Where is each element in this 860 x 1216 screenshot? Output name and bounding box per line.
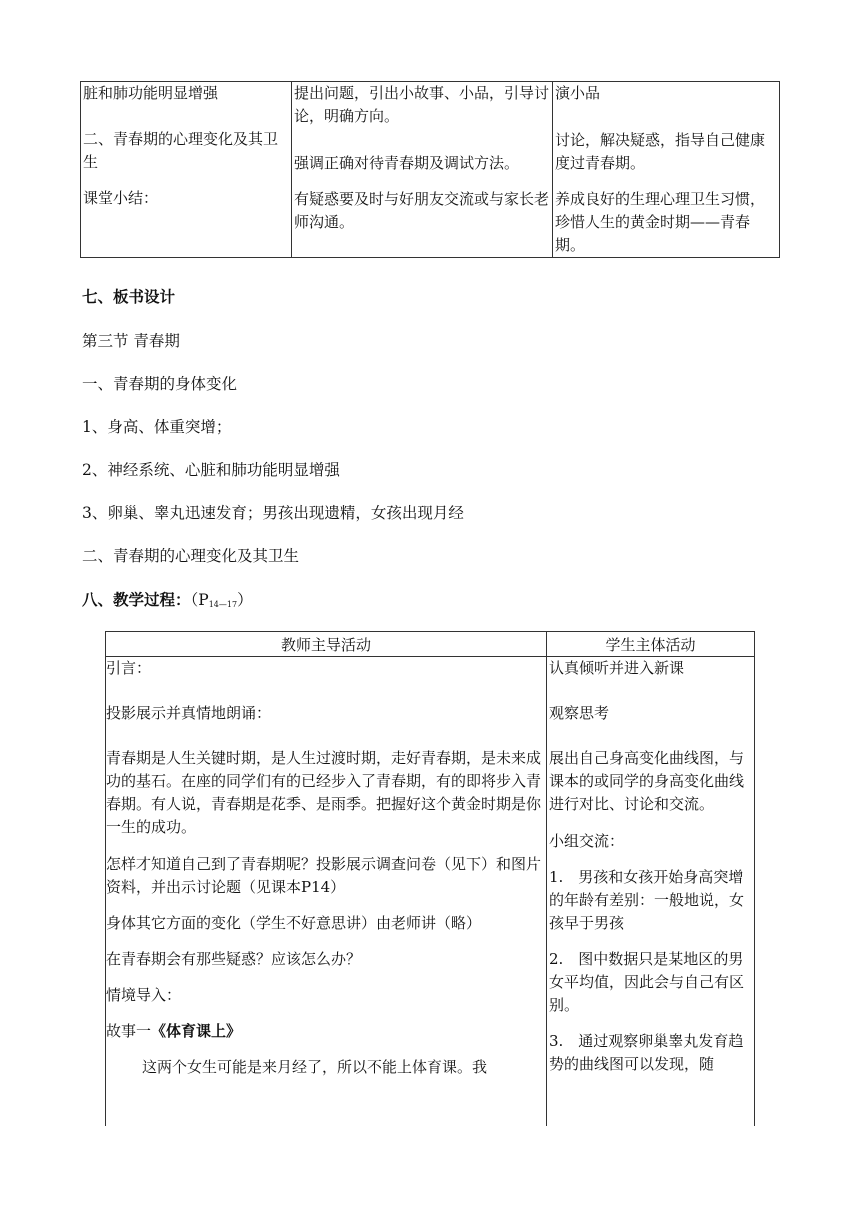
teacher-text: 怎样才知道自己到了青春期呢？投影展示调查问卷（见下）和图片资料，并出示讨论题（见课本P14）: [106, 855, 542, 896]
teacher-text: 引言：: [106, 659, 152, 677]
section-heading-row: [82, 589, 253, 616]
page-ref-open: （P: [190, 591, 209, 609]
table-row: [81, 82, 780, 258]
cell-text: 二、青春期的心理变化及其卫生: [83, 130, 279, 171]
cell-text: 养成良好的生理心理卫生习惯，珍惜人生的黄金时期——青春期。: [555, 190, 766, 254]
page-ref-range: 14—17: [208, 600, 238, 609]
board-line: 第三节 青春期: [82, 332, 180, 350]
cell-text: 有疑惑要及时与好朋友交流或与家长老师沟通。: [294, 190, 550, 231]
teacher-column-header: 教师主导活动: [280, 636, 371, 654]
teacher-text: 身体其它方面的变化（学生不好意思讲）由老师讲（略）: [106, 914, 482, 932]
cell-text: 脏和肺功能明显增强: [83, 84, 219, 102]
teacher-column: [106, 657, 546, 1079]
table-cell: [81, 82, 292, 258]
board-line: 一、青春期的身体变化: [82, 375, 238, 393]
student-column-header: 学生主体活动: [605, 636, 696, 654]
student-text: 观察思考: [549, 704, 610, 722]
board-line: 二、青春期的心理变化及其卫生: [82, 547, 300, 565]
student-text: 1. 男孩和女孩开始身高突增的年龄有差别：一般地说，女孩早于男孩: [549, 868, 745, 932]
page-ref-close: ）: [237, 591, 253, 609]
teaching-process-table: [105, 631, 755, 1126]
section-heading: 八、教学过程：: [82, 591, 191, 609]
story-title: 《体育课上》: [151, 1022, 242, 1040]
student-text: 展出自己身高变化曲线图，与课本的或同学的身高变化曲线进行对比、讨论和交流。: [549, 749, 745, 813]
column-divider: [546, 632, 547, 1126]
teacher-text: 投影展示并真情地朗诵：: [106, 704, 272, 722]
board-line: 1、身高、体重突增；: [82, 418, 232, 436]
lesson-summary-table: [80, 81, 780, 258]
board-line: 2、神经系统、心脏和肺功能明显增强: [82, 461, 340, 479]
cell-text: 演小品: [555, 84, 601, 102]
teacher-text: 青春期是人生关键时期，是人生过渡时期，走好青春期，是未来成功的基石。在座的同学们有的已经步入了青春期，有的即将步入青春期。有人说，青春期是花季、是雨季。把握好这个黄金时期是你一生的成功。: [106, 749, 542, 836]
student-column: [549, 657, 753, 1076]
student-text: 小组交流：: [549, 832, 625, 850]
table-cell: [553, 82, 780, 258]
cell-text: 强调正确对待青春期及调试方法。: [294, 154, 520, 172]
student-text: 认真倾听并进入新课: [549, 659, 685, 677]
teacher-text: 在青春期会有那些疑惑？应该怎么办？: [106, 950, 362, 968]
student-text: 3. 通过观察卵巢睾丸发育趋势的曲线图可以发现，随: [549, 1032, 744, 1073]
story-title-line: [106, 1020, 546, 1043]
table-header: [106, 632, 754, 657]
student-text: 2. 图中数据只是某地区的男女平均值，因此会与自己有区别。: [549, 950, 745, 1014]
cell-text: 课堂小结：: [83, 189, 159, 207]
teacher-text: 情境导入：: [106, 986, 182, 1004]
cell-text: 讨论，解决疑惑，指导自己健康度过青春期。: [555, 131, 766, 172]
board-line: 3、卵巢、睾丸迅速发育；男孩出现遗精，女孩出现月经: [82, 504, 464, 522]
section-heading: 七、板书设计: [82, 288, 176, 306]
cell-text: 提出问题，引出小故事、小品，引导讨论，明确方向。: [294, 84, 550, 125]
story-label: 故事一: [106, 1022, 152, 1040]
table-cell: [292, 82, 553, 258]
teacher-text: 这两个女生可能是来月经了，所以不能上体育课。我: [142, 1058, 488, 1076]
